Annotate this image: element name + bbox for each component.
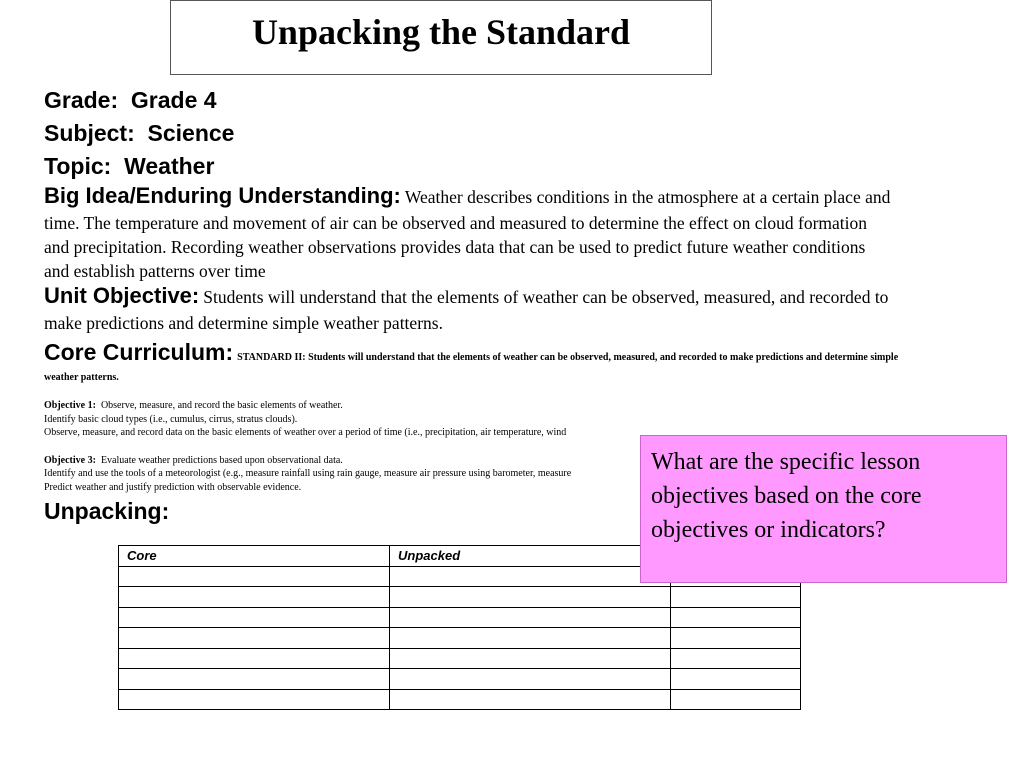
title-box bbox=[170, 0, 712, 75]
grade-label: Grade: bbox=[44, 87, 119, 113]
table-row bbox=[119, 587, 801, 608]
topic-value: Weather bbox=[124, 153, 215, 179]
table-cell bbox=[671, 689, 801, 710]
objective-1-line3: Observe, measure, and record data on the basic elements of weather over a period of time (i.e., precipitation, air temperature, wind bbox=[44, 427, 567, 438]
objective-1-text: Observe, measure, and record the basic elements of weather. bbox=[100, 400, 343, 411]
table-row bbox=[119, 607, 801, 628]
subject-line bbox=[44, 117, 1012, 150]
table-row bbox=[119, 648, 801, 669]
table-cell bbox=[671, 628, 801, 649]
table-cell bbox=[119, 566, 390, 587]
table-cell bbox=[119, 607, 390, 628]
topic-line bbox=[44, 150, 1012, 183]
grade-line bbox=[44, 84, 1012, 117]
table-cell bbox=[119, 689, 390, 710]
unit-objective-text-line2: make predictions and determine simple weather patterns. bbox=[44, 313, 443, 333]
big-idea-text-line2: time. The temperature and movement of air can be observed and measured to determine the effect on cloud formation bbox=[44, 213, 867, 233]
objective-1-label: Objective 1: bbox=[44, 400, 96, 411]
objective-3-line2: Identify and use the tools of a meteorologist (e.g., measure rainfall using rain gauge, measure air pressure using barometer, measure bbox=[44, 468, 572, 479]
table-body bbox=[119, 566, 801, 710]
table-cell bbox=[390, 689, 671, 710]
grade-value: Grade 4 bbox=[130, 87, 217, 113]
table-cell bbox=[390, 587, 671, 608]
table-cell bbox=[119, 628, 390, 649]
big-idea-section bbox=[44, 184, 1012, 283]
table-cell bbox=[390, 628, 671, 649]
core-curriculum-label: Core Curriculum: bbox=[44, 339, 234, 365]
big-idea-text-line1: Weather describes conditions in the atmosphere at a certain place and bbox=[404, 187, 891, 207]
unit-objective-section bbox=[44, 284, 1012, 335]
objective-1 bbox=[44, 399, 1012, 413]
table-cell bbox=[119, 648, 390, 669]
table-cell bbox=[671, 669, 801, 690]
table-row bbox=[119, 628, 801, 649]
standard-text-line2: weather patterns. bbox=[44, 372, 119, 383]
objective-3-line3: Predict weather and justify prediction with observable evidence. bbox=[44, 481, 302, 493]
subject-label: Subject: bbox=[44, 120, 135, 146]
table-cell bbox=[390, 669, 671, 690]
page-title: Unpacking the Standard bbox=[251, 12, 631, 52]
objective-3-text: Evaluate weather predictions based upon observational data. bbox=[100, 454, 343, 466]
table-cell bbox=[390, 648, 671, 669]
table-cell bbox=[119, 669, 390, 690]
unit-objective-text-line1: Students will understand that the elements of weather can be observed, measured, and recorded to bbox=[203, 287, 889, 307]
table-cell bbox=[119, 587, 390, 608]
big-idea-text-line3: and precipitation. Recording weather observations provides data that can be used to predict future weather conditions bbox=[44, 237, 866, 257]
objective-1-line2: Identify basic cloud types (i.e., cumulus, cirrus, stratus clouds). bbox=[44, 413, 298, 425]
table-cell bbox=[671, 648, 801, 669]
subject-value: Science bbox=[147, 120, 235, 146]
table-row bbox=[119, 669, 801, 690]
table-row bbox=[119, 689, 801, 710]
objective-3-label: Objective 3: bbox=[44, 454, 96, 466]
standard-text-line1: STANDARD II: Students will understand that the elements of weather can be observed, measured, and recorded to make predictions and determine simple bbox=[237, 352, 899, 363]
column-header-unpacked: Unpacked bbox=[390, 546, 671, 567]
unpacking-heading: Unpacking: bbox=[44, 498, 170, 524]
topic-label: Topic: bbox=[44, 153, 112, 179]
table-cell bbox=[671, 587, 801, 608]
table-cell bbox=[671, 607, 801, 628]
table-cell bbox=[390, 566, 671, 587]
unit-objective-label: Unit Objective: bbox=[44, 283, 200, 308]
big-idea-label: Big Idea/Enduring Understanding: bbox=[44, 183, 401, 208]
big-idea-text-line4: and establish patterns over time bbox=[44, 261, 266, 281]
table-cell bbox=[390, 607, 671, 628]
lesson-objectives-callout: What are the specific lesson objectives based on the core objectives or indicators? bbox=[640, 435, 1007, 583]
column-header-core: Core bbox=[119, 546, 390, 567]
